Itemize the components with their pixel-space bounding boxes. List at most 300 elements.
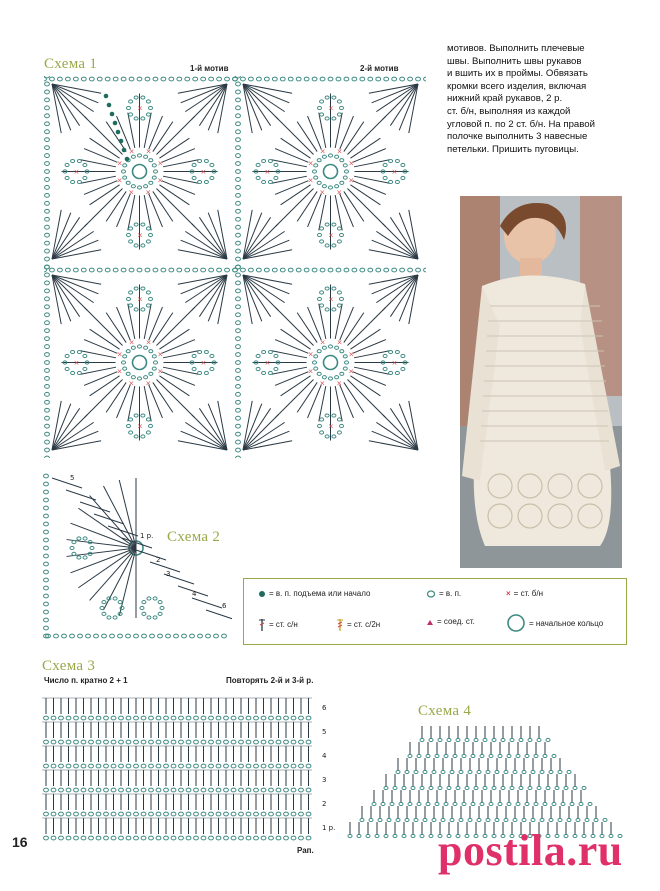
dc-stitch xyxy=(308,307,322,340)
chain-stitch xyxy=(329,154,333,157)
dc-stitch xyxy=(281,138,311,158)
chain-stitch xyxy=(268,180,272,183)
chain-stitch xyxy=(236,265,241,269)
chain-stitch xyxy=(102,601,106,604)
chain-stitch xyxy=(179,716,184,720)
chain-stitch xyxy=(201,740,206,744)
dc-stitch xyxy=(275,181,308,195)
chain-stitch xyxy=(149,233,153,236)
row-number: 5 xyxy=(322,728,327,736)
chain-stitch xyxy=(360,818,364,821)
chain-stitch xyxy=(134,244,138,247)
chain-stitch xyxy=(186,836,191,840)
chain-stitch xyxy=(306,788,311,792)
chain-stitch xyxy=(45,154,50,158)
chain-stitch xyxy=(284,788,289,792)
chain-stitch xyxy=(45,82,50,86)
chain-stitch xyxy=(44,554,49,558)
chain-stitch xyxy=(66,788,71,792)
chain-stitch xyxy=(77,371,81,374)
chain-stitch xyxy=(392,77,397,81)
dc-stitch xyxy=(344,313,364,343)
chain-stitch xyxy=(384,268,389,272)
chain-stitch xyxy=(105,77,110,81)
chain-stitch xyxy=(540,818,544,821)
dc-stitch xyxy=(162,149,195,163)
chain-stitch xyxy=(45,98,50,102)
chain-stitch xyxy=(141,740,146,744)
chain-stitch xyxy=(291,788,296,792)
chain-stitch xyxy=(129,113,133,116)
chain-stitch xyxy=(236,178,241,182)
dc-stitch xyxy=(275,149,308,163)
dc-stitch xyxy=(297,313,317,343)
sc-stitch: × xyxy=(145,188,152,197)
chain-stitch xyxy=(142,601,146,604)
sc-stitch: × xyxy=(336,147,343,156)
chain-stitch xyxy=(304,268,309,272)
chain-stitch xyxy=(96,836,101,840)
row-number: 6 xyxy=(222,602,227,610)
chain-stitch xyxy=(246,812,251,816)
chain-stitch xyxy=(383,354,387,357)
chain-stitch xyxy=(65,354,69,357)
chain-stitch xyxy=(603,818,607,821)
chain-stitch xyxy=(236,337,241,341)
chain-stitch xyxy=(435,754,439,757)
chain-stitch xyxy=(149,181,153,184)
chain-stitch xyxy=(123,176,127,179)
chain-stitch xyxy=(537,738,541,741)
ring-icon xyxy=(133,356,147,370)
chain-stitch xyxy=(465,786,469,789)
chain-stitch xyxy=(120,606,124,609)
chain-stitch xyxy=(83,537,87,540)
chain-stitch xyxy=(113,597,117,600)
chain-stitch xyxy=(164,788,169,792)
chain-stitch xyxy=(447,786,451,789)
chain-stitch xyxy=(59,836,64,840)
chain-stitch xyxy=(152,164,156,167)
chain-stitch xyxy=(504,770,508,773)
dc-stitch xyxy=(159,138,189,158)
chain-stitch xyxy=(236,122,241,126)
dc-stitch xyxy=(350,138,380,158)
chain-stitch xyxy=(44,538,49,542)
row-number: 1 р. xyxy=(322,824,336,832)
ring-icon xyxy=(324,165,338,179)
chain-stitch xyxy=(236,162,241,166)
sc-stitch: × xyxy=(307,159,314,168)
chain-stitch xyxy=(59,812,64,816)
dc-stitch xyxy=(90,185,120,205)
chain-stitch xyxy=(438,786,442,789)
dc-stitch xyxy=(347,116,385,154)
chain-stitch xyxy=(161,77,166,81)
chain-stitch xyxy=(201,77,206,81)
chain-stitch xyxy=(100,606,104,609)
chain-stitch xyxy=(483,738,487,741)
chain-stitch xyxy=(318,233,322,236)
dc-stitch xyxy=(149,385,163,418)
chain-stitch xyxy=(149,350,153,353)
chain-stitch xyxy=(254,836,259,840)
chain-stitch xyxy=(45,321,50,325)
chain-stitch xyxy=(317,350,321,353)
chain-stitch xyxy=(146,240,150,243)
legend-item-slst: = соед. ст. xyxy=(426,617,475,626)
chain-stitch xyxy=(582,786,586,789)
chain-stitch xyxy=(299,740,304,744)
chain-stitch xyxy=(236,201,241,205)
sc-stitch: × xyxy=(336,188,343,197)
chain-stitch xyxy=(44,586,49,590)
chain-stitch xyxy=(134,96,138,99)
sc-stitch: × xyxy=(319,338,326,347)
chain-stitch xyxy=(504,818,508,821)
dc-stitch xyxy=(84,188,122,226)
text-line: петельки. Пришить пуговицы. xyxy=(447,143,579,155)
chain-stitch xyxy=(261,764,266,768)
chain-stitch xyxy=(81,77,86,81)
chain-stitch xyxy=(329,377,333,380)
chain-stitch xyxy=(156,716,161,720)
chain-stitch xyxy=(343,176,347,179)
chain-stitch xyxy=(149,716,154,720)
sc-stitch: × xyxy=(348,367,355,376)
chain-stitch xyxy=(236,392,241,396)
chain-stitch xyxy=(45,305,50,309)
dc-stitch xyxy=(344,122,364,152)
dc-stitch xyxy=(353,181,386,195)
chain-stitch xyxy=(588,802,592,805)
chain-stitch xyxy=(62,634,67,638)
chain-stitch xyxy=(141,223,145,226)
start-chain xyxy=(110,112,115,117)
chain-stitch xyxy=(239,788,244,792)
chain-stitch xyxy=(51,740,56,744)
chain-stitch xyxy=(44,482,49,486)
chain-stitch xyxy=(261,740,266,744)
chain-stitch xyxy=(149,372,153,375)
chain-stitch xyxy=(332,435,336,438)
chain-stitch xyxy=(44,716,49,720)
sc-stitch: × xyxy=(73,359,80,367)
chain-stitch xyxy=(381,802,385,805)
chain-stitch xyxy=(59,764,64,768)
dc-stitch xyxy=(84,340,117,354)
chain-stitch xyxy=(262,350,266,353)
chain-stitch xyxy=(274,354,278,357)
chain-stitch xyxy=(261,836,266,840)
chain-stitch xyxy=(104,740,109,744)
brand-text: postila.ru xyxy=(438,826,623,875)
start-chain xyxy=(107,103,112,108)
chain-stitch xyxy=(186,812,191,816)
chain-stitch xyxy=(325,414,329,417)
dc-stitch xyxy=(106,382,126,412)
chain-stitch xyxy=(50,268,55,272)
chain-stitch xyxy=(513,818,517,821)
chain-stitch xyxy=(44,522,49,526)
chain-stitch xyxy=(104,788,109,792)
chain-stitch xyxy=(77,159,81,162)
chain-stitch xyxy=(384,834,388,837)
chain-stitch xyxy=(134,117,138,120)
chain-stitch xyxy=(153,616,157,619)
chain-stitch xyxy=(254,812,259,816)
chain-stitch xyxy=(192,367,196,370)
chain-stitch xyxy=(198,159,202,162)
chain-stitch xyxy=(89,764,94,768)
dc-stitch xyxy=(340,116,354,149)
chain-stitch xyxy=(343,164,347,167)
chain-stitch xyxy=(239,836,244,840)
chain-stitch xyxy=(204,371,208,374)
chain-stitch xyxy=(236,400,241,404)
dc-stitch xyxy=(153,382,173,412)
chain-stitch xyxy=(45,193,50,197)
chain-stitch xyxy=(284,764,289,768)
motif1-label: 1-й мотив xyxy=(190,64,229,73)
chain-stitch xyxy=(416,268,421,272)
chain-stitch xyxy=(486,770,490,773)
chain-stitch xyxy=(204,350,208,353)
chain-stitch xyxy=(81,740,86,744)
row-number: 4 xyxy=(322,752,327,760)
chain-stitch xyxy=(81,716,86,720)
chain-stitch xyxy=(51,788,56,792)
chain-stitch xyxy=(343,355,347,358)
chain-stitch xyxy=(325,287,329,290)
chain-stitch xyxy=(222,634,227,638)
chain-stitch xyxy=(236,233,241,237)
chain-stitch xyxy=(174,634,179,638)
text-line: ст. б/н, выполняя из каждой xyxy=(447,105,571,117)
dc-stitch xyxy=(117,194,131,227)
sc-stitch: × xyxy=(128,338,135,347)
chain-stitch xyxy=(45,408,50,412)
chain-stitch xyxy=(194,764,199,768)
chain-stitch xyxy=(45,337,50,341)
row-number: 2 xyxy=(156,556,161,564)
chain-stitch xyxy=(236,257,241,261)
chain-stitch xyxy=(45,424,50,428)
chain-stitch xyxy=(552,754,556,757)
chain-stitch xyxy=(274,176,278,179)
chain-stitch xyxy=(66,812,71,816)
chain-stitch xyxy=(210,354,214,357)
chain-stitch xyxy=(96,812,101,816)
chain-stitch xyxy=(147,616,151,619)
chain-stitch xyxy=(118,601,122,604)
dc-stitch xyxy=(281,329,311,349)
chain-stitch xyxy=(142,634,147,638)
chain-stitch xyxy=(118,634,123,638)
chain-stitch xyxy=(313,361,317,364)
chain-stitch xyxy=(236,154,241,158)
chain-stitch xyxy=(194,812,199,816)
chain-stitch xyxy=(516,754,520,757)
row-number: 2 xyxy=(322,800,327,808)
sc-stitch: × xyxy=(391,168,398,176)
chain-stitch xyxy=(246,716,251,720)
chain-stitch xyxy=(152,176,156,179)
chain-stitch xyxy=(83,556,87,559)
chain-stitch xyxy=(392,268,397,272)
chain-stitch xyxy=(414,818,418,821)
chain-stitch xyxy=(156,788,161,792)
chain-stitch xyxy=(236,408,241,412)
chain-stitch xyxy=(74,716,79,720)
chain-stitch xyxy=(510,738,514,741)
chain-stitch xyxy=(127,233,131,236)
sc-stitch: × xyxy=(264,359,271,367)
dc-stitch xyxy=(156,188,194,226)
text-line: и вшить их в проймы. Обвязать xyxy=(447,68,588,80)
chain-stitch xyxy=(269,836,274,840)
chain-stitch xyxy=(161,268,166,272)
chain-stitch xyxy=(416,77,421,81)
ring-icon xyxy=(324,356,338,370)
chain-stitch xyxy=(495,818,499,821)
chain-stitch xyxy=(44,546,49,550)
chain-stitch xyxy=(332,244,336,247)
schema4-title: Схема 4 xyxy=(418,703,472,719)
dc-stitch xyxy=(281,376,311,396)
chain-stitch xyxy=(256,354,260,357)
chain-stitch xyxy=(231,740,236,744)
chain-stitch xyxy=(236,114,241,118)
row-number: 3 xyxy=(166,570,171,578)
chain-stitch xyxy=(134,788,139,792)
chain-stitch xyxy=(149,424,153,427)
chain-stitch xyxy=(320,100,324,103)
sc-stitch: × xyxy=(145,379,152,388)
chain-stitch xyxy=(320,418,324,421)
chain-stitch xyxy=(320,113,324,116)
chain-stitch xyxy=(236,146,241,150)
dc-stitch xyxy=(90,376,120,396)
chain-stitch xyxy=(438,738,442,741)
chain-stitch xyxy=(94,634,99,638)
chain-stitch xyxy=(262,180,266,183)
chain-stitch xyxy=(262,371,266,374)
chain-stitch xyxy=(158,634,163,638)
chain-stitch xyxy=(134,287,138,290)
chain-stitch xyxy=(276,716,281,720)
chain-stitch xyxy=(236,345,241,349)
chain-stitch xyxy=(340,181,344,184)
chain-stitch xyxy=(585,818,589,821)
chain-stitch xyxy=(477,770,481,773)
chain-stitch xyxy=(74,836,79,840)
dc-stitch xyxy=(275,372,308,386)
sc-stitch: × xyxy=(137,231,143,240)
chain-stitch xyxy=(74,764,79,768)
chain-stitch xyxy=(149,836,154,840)
chain-stitch xyxy=(134,634,139,638)
chain-stitch xyxy=(201,716,206,720)
chain-stitch xyxy=(179,836,184,840)
dc-stitch xyxy=(80,502,110,512)
schema2-diagram xyxy=(42,468,232,643)
chain-stitch xyxy=(45,361,50,365)
chain-stitch xyxy=(70,546,74,549)
chain-stitch xyxy=(480,754,484,757)
dc-stitch xyxy=(353,149,386,163)
chain-stitch xyxy=(340,159,344,162)
chain-stitch xyxy=(231,764,236,768)
brand-watermark[interactable] xyxy=(438,825,623,876)
chain-stitch xyxy=(156,836,161,840)
dc-stitch xyxy=(84,149,117,163)
chain-stitch xyxy=(134,414,138,417)
chain-stitch xyxy=(269,812,274,816)
chain-stitch xyxy=(340,424,344,427)
chain-stitch xyxy=(65,163,69,166)
chain-stitch xyxy=(343,367,347,370)
chain-stitch xyxy=(149,159,153,162)
chain-stitch xyxy=(225,268,230,272)
chain-stitch xyxy=(528,786,532,789)
chain-stitch xyxy=(261,788,266,792)
chain-stitch xyxy=(209,740,214,744)
chain-stitch xyxy=(254,716,259,720)
chain-stitch xyxy=(236,241,241,245)
chain-stitch xyxy=(134,764,139,768)
chain-stitch xyxy=(44,812,49,816)
chain-stitch xyxy=(44,562,49,566)
chain-stitch xyxy=(169,268,174,272)
chain-stitch xyxy=(45,289,50,293)
chain-stitch xyxy=(45,76,50,78)
chain-stitch xyxy=(71,180,75,183)
chain-stitch xyxy=(474,786,478,789)
chain-stitch xyxy=(332,117,336,120)
chain-stitch xyxy=(337,431,341,434)
sc-stitch: × xyxy=(307,367,314,376)
chain-stitch xyxy=(236,329,241,333)
chain-stitch xyxy=(268,371,272,374)
chain-stitch xyxy=(525,754,529,757)
chain-stitch xyxy=(531,770,535,773)
chain-stitch xyxy=(236,130,241,134)
chain-stitch xyxy=(129,431,133,434)
chain-stitch xyxy=(74,812,79,816)
chain-stitch xyxy=(96,716,101,720)
chain-stitch xyxy=(179,812,184,816)
chain-stitch xyxy=(236,448,241,452)
dc-stitch xyxy=(308,116,322,149)
row-number: 1 р. xyxy=(140,532,154,540)
dc-stitch xyxy=(340,385,354,418)
chain-stitch xyxy=(256,163,260,166)
chain-stitch xyxy=(216,716,221,720)
chain-stitch xyxy=(299,764,304,768)
chain-stitch xyxy=(299,716,304,720)
chain-stitch xyxy=(236,185,241,189)
chain-stitch xyxy=(81,268,86,272)
legend-item-dc: = ст. с/н xyxy=(258,617,298,631)
chain-stitch xyxy=(179,740,184,744)
chain-stitch xyxy=(314,355,318,358)
chain-stitch xyxy=(429,786,433,789)
chain-stitch xyxy=(209,788,214,792)
chain-stitch xyxy=(264,77,269,81)
chain-stitch xyxy=(320,291,324,294)
chain-stitch xyxy=(564,786,568,789)
